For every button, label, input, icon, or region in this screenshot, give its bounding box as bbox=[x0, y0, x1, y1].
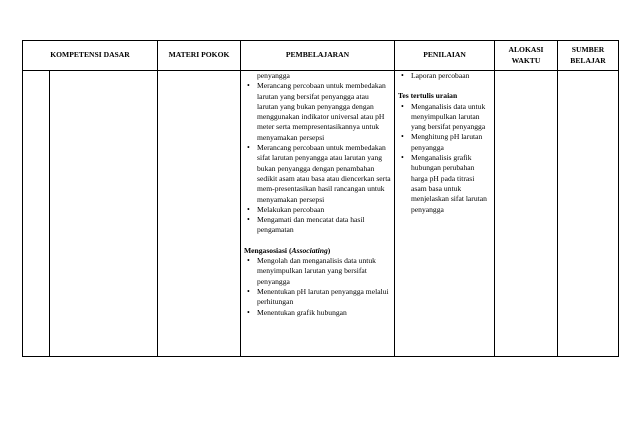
list-item: • Menentukan grafik hubungan bbox=[244, 308, 391, 318]
list-item: • Merancang percobaan untuk membedakan sifat larutan penyangga atau larutan yang bukan penyangga dengan penambahan sedikit asam atau basa atau diencerkan serta mem-presentasikan hasil rancangan untuk menyamakan persepsi bbox=[244, 143, 391, 205]
cell-kompetensi-dasar bbox=[23, 71, 158, 357]
list-item: • Mengolah dan menganalisis data untuk menyimpulkan larutan yang bersifat penyangga bbox=[244, 256, 391, 287]
pembelajaran-list bbox=[244, 81, 391, 235]
list-item: • Melakukan percobaan bbox=[244, 205, 391, 215]
syllabus-table bbox=[22, 40, 619, 357]
cell-penilaian bbox=[395, 71, 495, 357]
header-row bbox=[23, 41, 619, 71]
cell-sumber-belajar bbox=[558, 71, 619, 357]
header-kompetensi-dasar: KOMPETENSI DASAR bbox=[23, 41, 158, 71]
pembelajaran-lead: penyangga bbox=[257, 71, 290, 80]
list-item: • Merancang percobaan untuk membedakan larutan yang bersifat penyangga atau larutan yang bukan penyangga dengan menggunakan indikator universal atau pH meter serta mempresentasikannya untuk menyamakan persepsi bbox=[244, 81, 391, 143]
cell-alokasi-waktu bbox=[495, 71, 558, 357]
content-row bbox=[23, 71, 619, 357]
header-penilaian: PENILAIAN bbox=[395, 41, 495, 71]
list-item: • Menentukan pH larutan penyangga melalui perhitungan bbox=[244, 287, 391, 308]
list-item: • Menganalisis grafik hubungan perubahan harga pH pada titrasi asam basa untuk menjelaskan sifat larutan penyangga bbox=[398, 153, 491, 215]
header-sumber-belajar: SUMBER BELAJAR bbox=[558, 41, 619, 71]
list-item: • Laporan percobaan bbox=[398, 71, 491, 81]
penilaian-list bbox=[398, 102, 491, 215]
header-materi-pokok: MATERI POKOK bbox=[158, 41, 241, 71]
list-item: • Menganalisis data untuk menyimpulkan larutan yang bersifat penyangga bbox=[398, 102, 491, 133]
tes-tertulis-heading: Tes tertulis uraian bbox=[398, 91, 458, 101]
cell-materi-pokok bbox=[158, 71, 241, 357]
list-item: • Mengamati dan mencatat data hasil pengamatan bbox=[244, 215, 391, 236]
header-pembelajaran: PEMBELAJARAN bbox=[241, 41, 395, 71]
list-item: • Menghitung pH larutan penyangga bbox=[398, 132, 491, 153]
header-alokasi-waktu: ALOKASI WAKTU bbox=[495, 41, 558, 71]
mengasosiasi-heading: Mengasosiasi (Associating) bbox=[244, 245, 331, 255]
penilaian-top-list bbox=[398, 71, 491, 81]
mengasosiasi-list bbox=[244, 256, 391, 318]
kd-number-column bbox=[23, 71, 50, 356]
cell-pembelajaran bbox=[241, 71, 395, 357]
